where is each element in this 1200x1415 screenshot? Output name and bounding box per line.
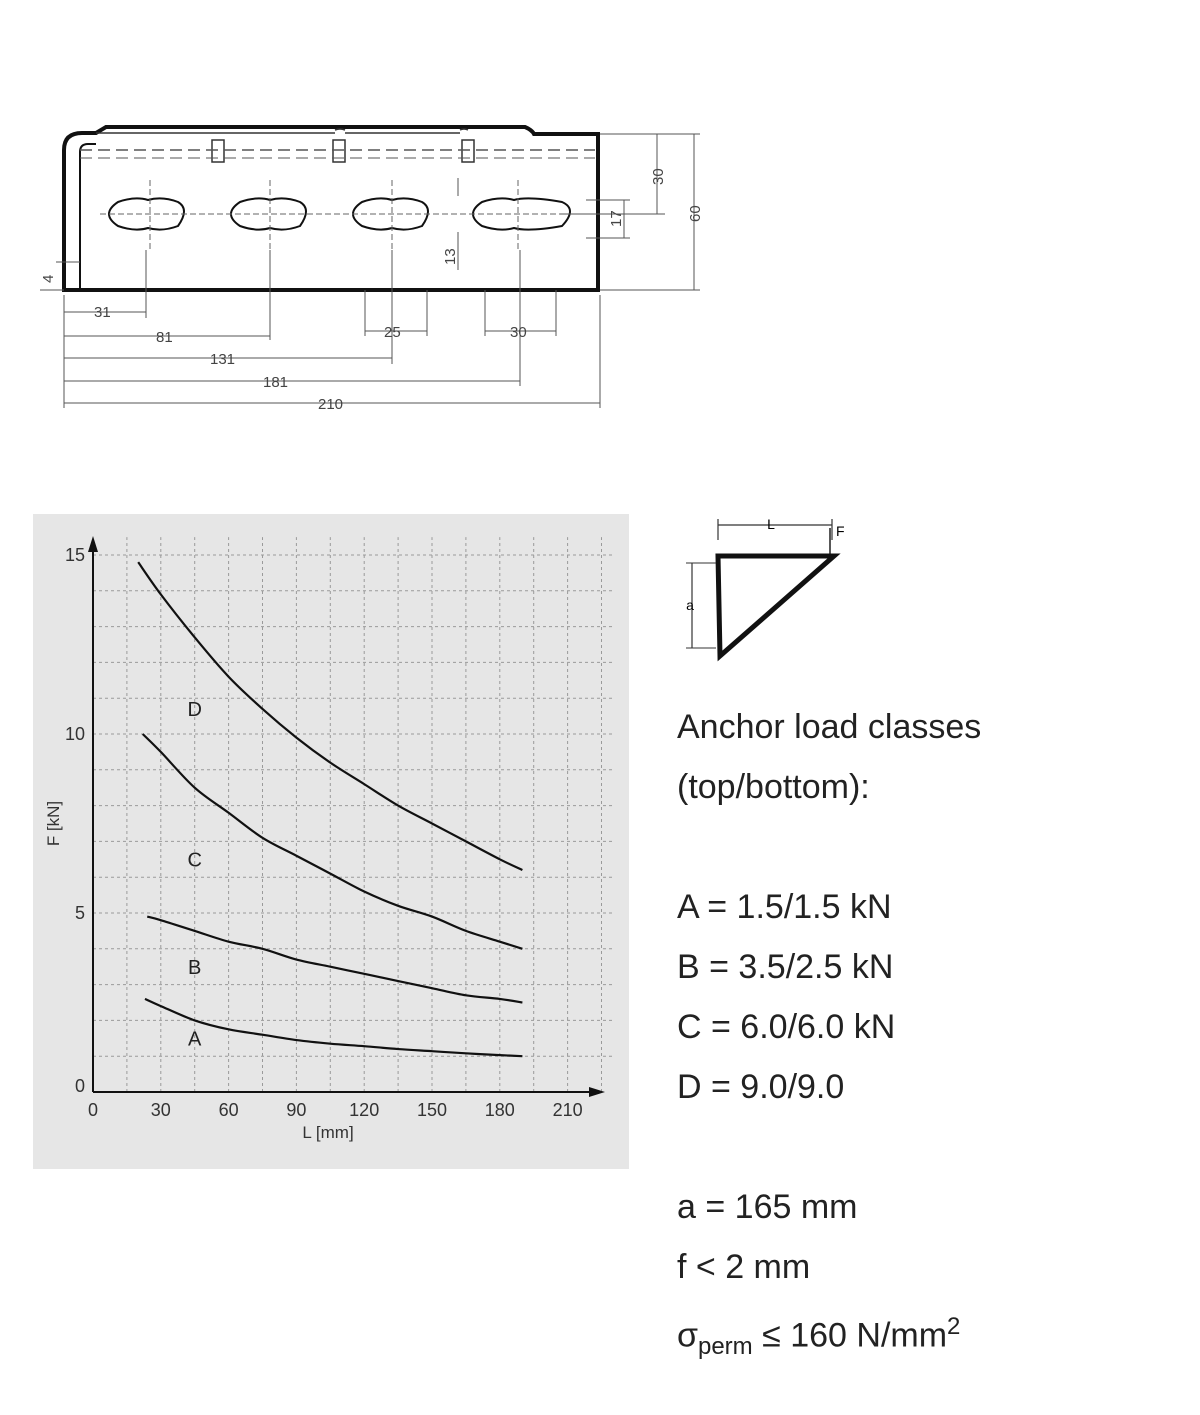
- curve-label-b: B: [188, 956, 202, 979]
- dim-60: 60: [687, 205, 704, 222]
- legend-class-d: D = 9.0/9.0: [677, 1068, 845, 1106]
- y-axis-arrow: [88, 536, 98, 552]
- x-tick-label: 180: [484, 1100, 515, 1120]
- legend-panel: [677, 697, 1177, 1361]
- legend-f-value: f < 2 mm: [677, 1248, 811, 1286]
- bracket-label-a: a: [686, 597, 694, 613]
- dim-81: 81: [156, 329, 173, 346]
- x-tick-label: 120: [349, 1100, 380, 1120]
- y-tick-label: 5: [74, 903, 85, 923]
- x-axis-label: L [mm]: [302, 1123, 354, 1142]
- bracket-label-F: F: [836, 523, 845, 539]
- sigma-subscript: perm: [697, 1333, 753, 1361]
- y-tick-label: 0: [74, 1076, 85, 1096]
- legend-title-line1: Anchor load classes: [677, 708, 982, 746]
- dim-13: 13: [442, 248, 459, 265]
- curve-label-a: A: [188, 1028, 202, 1051]
- dim-31: 31: [94, 304, 111, 321]
- curve-label-c: C: [187, 849, 202, 872]
- curve-label-d: D: [187, 699, 202, 722]
- dim-30h: 30: [510, 324, 527, 341]
- dim-181: 181: [263, 374, 289, 391]
- load-chart: [33, 514, 629, 1169]
- x-tick-label: 90: [286, 1100, 307, 1120]
- dim-4: 4: [40, 274, 57, 283]
- bracket-label-L: L: [767, 516, 775, 532]
- x-axis-arrow: [589, 1087, 605, 1097]
- legend-class-b: B = 3.5/2.5 kN: [677, 948, 894, 986]
- x-tick-label: 210: [552, 1100, 583, 1120]
- chart-grid: [93, 537, 613, 1092]
- chart-panel: [33, 514, 629, 1169]
- y-tick-label: 10: [64, 724, 85, 744]
- dim-210: 210: [318, 396, 344, 413]
- profile-drawing: [0, 0, 760, 430]
- sigma-value: ≤ 160 N/mm: [752, 1316, 948, 1355]
- bracket-triangle: [718, 556, 834, 656]
- profile-lip: [80, 144, 96, 290]
- chart-ticks: [65, 545, 583, 1120]
- x-tick-label: 60: [218, 1100, 239, 1120]
- dim-131: 131: [210, 351, 236, 368]
- x-tick-label: 150: [416, 1100, 448, 1120]
- legend-sigma: [677, 1297, 1177, 1361]
- chart-axes: [88, 536, 605, 1097]
- sigma-superscript: 2: [947, 1313, 961, 1340]
- bracket-sketch: [670, 510, 870, 670]
- dim-17: 17: [608, 210, 625, 227]
- dim-25: 25: [384, 324, 401, 341]
- legend-title-line2: (top/bottom):: [677, 768, 870, 806]
- legend-a-value: a = 165 mm: [677, 1188, 858, 1226]
- y-axis-label: F [kN]: [44, 800, 63, 847]
- sigma-symbol: σ: [677, 1316, 698, 1355]
- x-tick-label: 30: [150, 1100, 171, 1120]
- y-tick-label: 15: [64, 545, 85, 565]
- x-tick-label: 0: [87, 1100, 99, 1120]
- legend-class-a: A = 1.5/1.5 kN: [677, 888, 892, 926]
- dim-30v: 30: [650, 168, 667, 185]
- legend-class-c: C = 6.0/6.0 kN: [677, 1008, 896, 1046]
